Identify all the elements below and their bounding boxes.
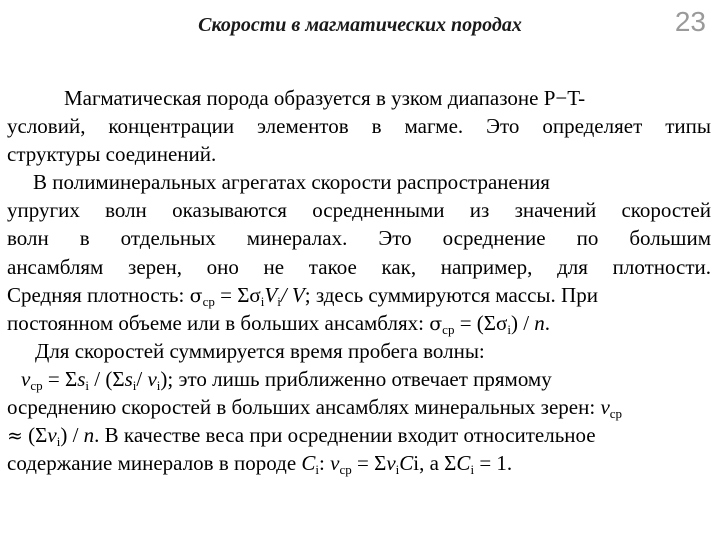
p2-line-3: волн в отдельных минералах. Это осреднение по большим xyxy=(7,226,711,251)
sigma-symbol: σ xyxy=(429,312,443,335)
p1-line-1: Магматическая порода образуется в узком диапазоне P−T- xyxy=(64,86,586,110)
p2-line-1: В полиминеральных агрегатах скорости распространения xyxy=(33,170,550,195)
p3-line-1: Для скоростей суммируется время пробега волны: xyxy=(35,338,485,363)
slide-title: Скорости в магматических породах xyxy=(198,14,522,36)
approx-symbol: ≈ xyxy=(7,425,23,448)
p2-line-4: ансамблям зерен, оно не такое как, например, для плотности. xyxy=(7,254,711,279)
slide-number: 23 xyxy=(674,6,706,37)
p1-line-2: условий, концентрации элементов в магме. Это определяет типы xyxy=(7,114,711,139)
p3-line-5: содержание минералов в породе $C_i$: $v_{ср} = \Sigma v_iCi$, а $\Sigma C_i = 1$. xyxy=(7,451,513,478)
p2-line-6: постоянном объеме или в больших ансамблях: $\sigma_{ср} = (\Sigma\sigma_i) / n$. xyxy=(7,310,551,337)
body-text xyxy=(7,84,711,477)
p3-line-3: осреднению скоростей в больших ансамблях минеральных зерен: $v_{ср}$ xyxy=(7,395,623,422)
p1-line-3: структуры соединений. xyxy=(7,142,217,167)
p2-line-5: Средняя плотность: $\sigma_{ср} = \Sigma\sigma_iV_i/$ V; здесь суммируются массы. При xyxy=(7,282,598,309)
sigma-symbol: σ xyxy=(189,284,203,307)
p3-line-2: $v_{ср} = \Sigma s_i / (\Sigma s_i/$ $v_i$); это лишь приближенно отвечает прямому xyxy=(21,366,552,393)
p3-line-4: ≈ $(\Sigma v_i)$ / n. В качестве веса при осреднении входит относительное xyxy=(7,423,596,450)
p2-line-2: упругих волн оказываются осредненными из значений скоростей xyxy=(7,198,711,223)
